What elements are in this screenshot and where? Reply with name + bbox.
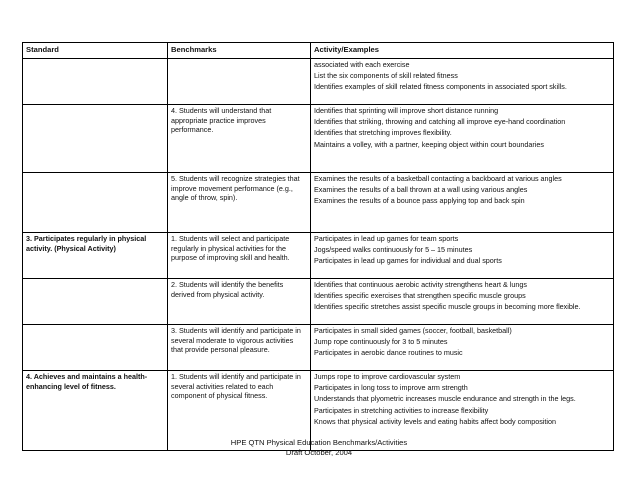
activity-example: Identifies that continuous aerobic activity strengthens heart & lungs: [314, 280, 527, 289]
activity-example: Maintains a volley, with a partner, keeping object within court boundaries: [314, 139, 544, 149]
activities-cell: [311, 59, 614, 105]
benchmark-cell: 3. Students will identify and participate in several moderate to vigorous activities that provide personal pleasure.: [168, 325, 311, 371]
activity-example: Identifies that striking, throwing and catching all improve eye-hand coordination: [314, 117, 566, 127]
activity-example: Jump rope continuously for 3 to 5 minutes: [314, 337, 448, 347]
standard-cell: 3. Participates regularly in physical activity. (Physical Activity): [23, 233, 168, 279]
activity-example: Participates in aerobic dance routines to music: [314, 348, 463, 358]
footer-title: HPE QTN Physical Education Benchmarks/Activities: [230, 438, 408, 447]
activity-example: Identifies that sprinting will improve short distance running: [314, 106, 499, 115]
table-row: [23, 325, 614, 371]
activity-example: Jogs/speed walks continuously for 5 – 15 minutes: [314, 245, 473, 255]
activity-example: Participates in lead up games for individual and dual sports: [314, 256, 502, 266]
footer-date: Draft October, 2004: [285, 447, 353, 457]
activity-example: Knows that physical activity levels and eating habits affect body composition: [314, 416, 556, 426]
standard-cell: [23, 173, 168, 233]
activity-example: Understands that plyometric increases muscle endurance and strength in the legs.: [314, 394, 576, 404]
standard-cell: [23, 325, 168, 371]
benchmark-cell: 1. Students will select and participate regularly in physical activities for the purpose of improving skill and health.: [168, 233, 311, 279]
benchmark-cell: [168, 59, 311, 105]
standard-cell: [23, 59, 168, 105]
activities-cell: [311, 279, 614, 325]
table-row: [23, 233, 614, 279]
benchmark-cell: 1. Students will identify and participate in several activities related to each component of physical fitness.: [168, 371, 311, 451]
benchmark-cell: 5. Students will recognize strategies that improve movement performance (e.g., angle of throw, spin).: [168, 173, 311, 233]
activity-example: Participates in stretching activities to increase flexibility: [314, 405, 489, 415]
table-row: [23, 105, 614, 173]
benchmark-cell: 4. Students will understand that appropriate practice improves performance.: [168, 105, 311, 173]
activity-example: Identifies specific stretches assist specific muscle groups in becoming more flexible.: [314, 302, 581, 312]
benchmarks-table: [22, 42, 614, 451]
header-activity-examples: Activity/Examples: [311, 43, 614, 59]
activity-example: associated with each exercise: [314, 60, 410, 69]
activities-cell: [311, 233, 614, 279]
activity-example: Identifies specific exercises that strengthen specific muscle groups: [314, 291, 526, 301]
activity-example: Identifies that stretching improves flexibility.: [314, 128, 452, 138]
standard-cell: [23, 105, 168, 173]
header-standard: Standard: [23, 43, 168, 59]
activity-example: Examines the results of a basketball contacting a backboard at various angles: [314, 174, 562, 183]
activities-cell: [311, 325, 614, 371]
activity-example: Examines the results of a ball thrown at a wall using various angles: [314, 185, 528, 195]
header-benchmarks: Benchmarks: [168, 43, 311, 59]
benchmark-cell: 2. Students will identify the benefits derived from physical activity.: [168, 279, 311, 325]
page-footer: [0, 438, 638, 457]
standard-cell: [23, 279, 168, 325]
activity-example: Examines the results of a bounce pass applying top and back spin: [314, 196, 525, 206]
activity-example: Participates in long toss to improve arm strength: [314, 383, 468, 393]
table-header-row: [23, 43, 614, 59]
activity-example: Participates in lead up games for team sports: [314, 234, 459, 243]
activity-example: Participates in small sided games (soccer, football, basketball): [314, 326, 512, 335]
activities-cell: [311, 105, 614, 173]
activity-example: Identifies examples of skill related fitness components in associated sport skills.: [314, 82, 567, 92]
standard-cell: 4. Achieves and maintains a health-enhancing level of fitness.: [23, 371, 168, 451]
activity-example: Jumps rope to improve cardiovascular system: [314, 372, 461, 381]
activities-cell: [311, 173, 614, 233]
table-row: [23, 173, 614, 233]
activity-example: List the six components of skill related fitness: [314, 71, 458, 81]
table-row: [23, 279, 614, 325]
table-row: [23, 59, 614, 105]
